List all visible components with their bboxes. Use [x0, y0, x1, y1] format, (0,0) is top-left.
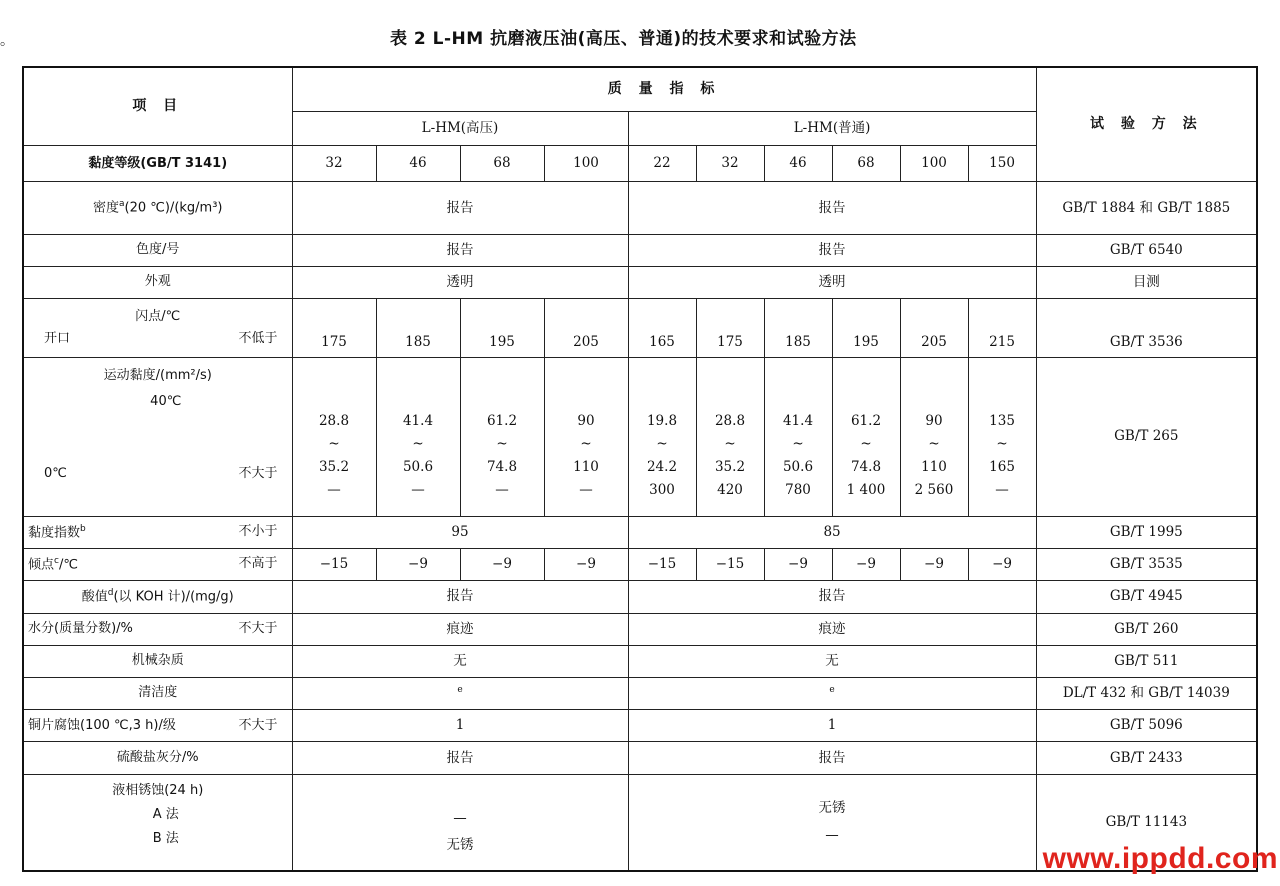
pour-point-method: GB/T 3535: [1036, 549, 1257, 581]
kv-cell: 41.4 ~ 50.6 780: [764, 357, 832, 516]
item-header: 项 目: [23, 67, 292, 146]
pour-point-value: −15: [628, 549, 696, 581]
pour-point-label: 倾点$^c$/℃ 不高于: [23, 549, 292, 581]
rust-normal: 无锈 —: [628, 774, 1036, 871]
sulfated-ash-label: 硫酸盐灰分/%: [23, 742, 292, 774]
grade-cell: 150: [968, 146, 1036, 182]
row-flash-point: [23, 299, 1257, 357]
rust-label: 液相锈蚀(24 h) A 法 B 法: [23, 774, 292, 871]
cleanliness-normal: e: [628, 677, 1036, 709]
grade-cell: 68: [832, 146, 900, 182]
impurities-normal: 无: [628, 645, 1036, 677]
grade-label: 黏度等级(GB/T 3141): [23, 146, 292, 182]
kv-cell: 61.2 ~ 74.8 1 400: [832, 357, 900, 516]
grade-cell: 46: [376, 146, 460, 182]
spec-table: [22, 66, 1258, 872]
copper-corrosion-method: GB/T 5096: [1036, 710, 1257, 742]
row-color: [23, 234, 1257, 266]
copper-corrosion-high: 1: [292, 710, 628, 742]
appearance-high: 透明: [292, 266, 628, 298]
group-normal-header: L-HM(普通): [628, 111, 1036, 145]
grade-cell: 68: [460, 146, 544, 182]
acid-value-high: 报告: [292, 581, 628, 613]
pour-point-value: −9: [460, 549, 544, 581]
row-water: [23, 613, 1257, 645]
pour-point-value: −15: [696, 549, 764, 581]
row-copper-corrosion: [23, 710, 1257, 742]
grade-cell: 32: [696, 146, 764, 182]
color-method: GB/T 6540: [1036, 234, 1257, 266]
pour-point-value: −9: [832, 549, 900, 581]
grade-cell: 46: [764, 146, 832, 182]
flash-point-value: 175: [292, 299, 376, 357]
appearance-label: 外观: [23, 266, 292, 298]
rust-high: — 无锈: [292, 774, 628, 871]
method-header: 试 验 方 法: [1036, 67, 1257, 182]
grade-cell: 22: [628, 146, 696, 182]
water-high: 痕迹: [292, 613, 628, 645]
flash-point-value: 195: [832, 299, 900, 357]
pour-point-value: −9: [968, 549, 1036, 581]
kinematic-viscosity-method: GB/T 265: [1036, 357, 1257, 516]
pour-point-value: −9: [376, 549, 460, 581]
kv-cell: 90 ~ 110 —: [544, 357, 628, 516]
grade-cell: 100: [900, 146, 968, 182]
watermark: www.ippdd.com: [1042, 842, 1278, 875]
flash-point-value: 205: [900, 299, 968, 357]
impurities-label: 机械杂质: [23, 645, 292, 677]
sulfated-ash-normal: 报告: [628, 742, 1036, 774]
row-kinematic-viscosity: [23, 357, 1257, 516]
pour-point-value: −15: [292, 549, 376, 581]
flash-point-value: 175: [696, 299, 764, 357]
color-normal: 报告: [628, 234, 1036, 266]
density-method: GB/T 1884 和 GB/T 1885: [1036, 182, 1257, 234]
water-label: 水分(质量分数)/% 不大于: [23, 613, 292, 645]
kv-cell: 61.2 ~ 74.8 —: [460, 357, 544, 516]
grade-cell: 100: [544, 146, 628, 182]
appearance-method: 目测: [1036, 266, 1257, 298]
density-normal: 报告: [628, 182, 1036, 234]
kv-cell: 135 ~ 165 —: [968, 357, 1036, 516]
kv-cell: 90 ~ 110 2 560: [900, 357, 968, 516]
density-label: 密度$^a$(20 ℃)/(kg/m³): [23, 182, 292, 234]
group-high-header: L-HM(高压): [292, 111, 628, 145]
row-impurities: [23, 645, 1257, 677]
flash-point-value: 185: [764, 299, 832, 357]
appearance-normal: 透明: [628, 266, 1036, 298]
acid-value-normal: 报告: [628, 581, 1036, 613]
copper-corrosion-label: 铜片腐蚀(100 ℃,3 h)/级 不大于: [23, 710, 292, 742]
water-method: GB/T 260: [1036, 613, 1257, 645]
copper-corrosion-normal: 1: [628, 710, 1036, 742]
row-appearance: [23, 266, 1257, 298]
row-acid-value: [23, 581, 1257, 613]
rust-method: GB/T 11143: [1036, 774, 1257, 871]
impurities-method: GB/T 511: [1036, 645, 1257, 677]
flash-point-method: GB/T 3536: [1036, 299, 1257, 357]
stray-mark: 。: [0, 33, 14, 49]
row-cleanliness: [23, 677, 1257, 709]
cleanliness-method: DL/T 432 和 GB/T 14039: [1036, 677, 1257, 709]
pour-point-value: −9: [544, 549, 628, 581]
table-title: 表 2 L-HM 抗磨液压油(高压、普通)的技术要求和试验方法: [390, 29, 857, 49]
cleanliness-high: e: [292, 677, 628, 709]
viscosity-index-high: 95: [292, 516, 628, 548]
viscosity-index-normal: 85: [628, 516, 1036, 548]
sulfated-ash-high: 报告: [292, 742, 628, 774]
density-high: 报告: [292, 182, 628, 234]
flash-point-value: 185: [376, 299, 460, 357]
row-sulfated-ash: [23, 742, 1257, 774]
acid-value-method: GB/T 4945: [1036, 581, 1257, 613]
flash-point-value: 215: [968, 299, 1036, 357]
pour-point-value: −9: [764, 549, 832, 581]
kv-cell: 28.8 ~ 35.2 420: [696, 357, 764, 516]
quality-header: 质 量 指 标: [292, 67, 1036, 111]
water-normal: 痕迹: [628, 613, 1036, 645]
color-high: 报告: [292, 234, 628, 266]
color-label: 色度/号: [23, 234, 292, 266]
kv-cell: 28.8 ~ 35.2 —: [292, 357, 376, 516]
flash-point-value: 205: [544, 299, 628, 357]
grade-cell: 32: [292, 146, 376, 182]
row-density: [23, 182, 1257, 234]
viscosity-index-method: GB/T 1995: [1036, 516, 1257, 548]
flash-point-value: 165: [628, 299, 696, 357]
sulfated-ash-method: GB/T 2433: [1036, 742, 1257, 774]
kinematic-viscosity-label: 运动黏度/(mm²/s) 40℃ 0℃ 不大于: [23, 357, 292, 516]
kv-cell: 41.4 ~ 50.6 —: [376, 357, 460, 516]
flash-point-value: 195: [460, 299, 544, 357]
header-row-1: [23, 67, 1257, 111]
row-viscosity-index: [23, 516, 1257, 548]
viscosity-index-label: 黏度指数$^b$ 不小于: [23, 516, 292, 548]
pour-point-value: −9: [900, 549, 968, 581]
flash-point-label: 闪点/℃ 开口 不低于: [23, 299, 292, 357]
row-pour-point: [23, 549, 1257, 581]
kv-cell: 19.8 ~ 24.2 300: [628, 357, 696, 516]
acid-value-label: 酸值$^d$(以 KOH 计)/(mg/g): [23, 581, 292, 613]
cleanliness-label: 清洁度: [23, 677, 292, 709]
impurities-high: 无: [292, 645, 628, 677]
